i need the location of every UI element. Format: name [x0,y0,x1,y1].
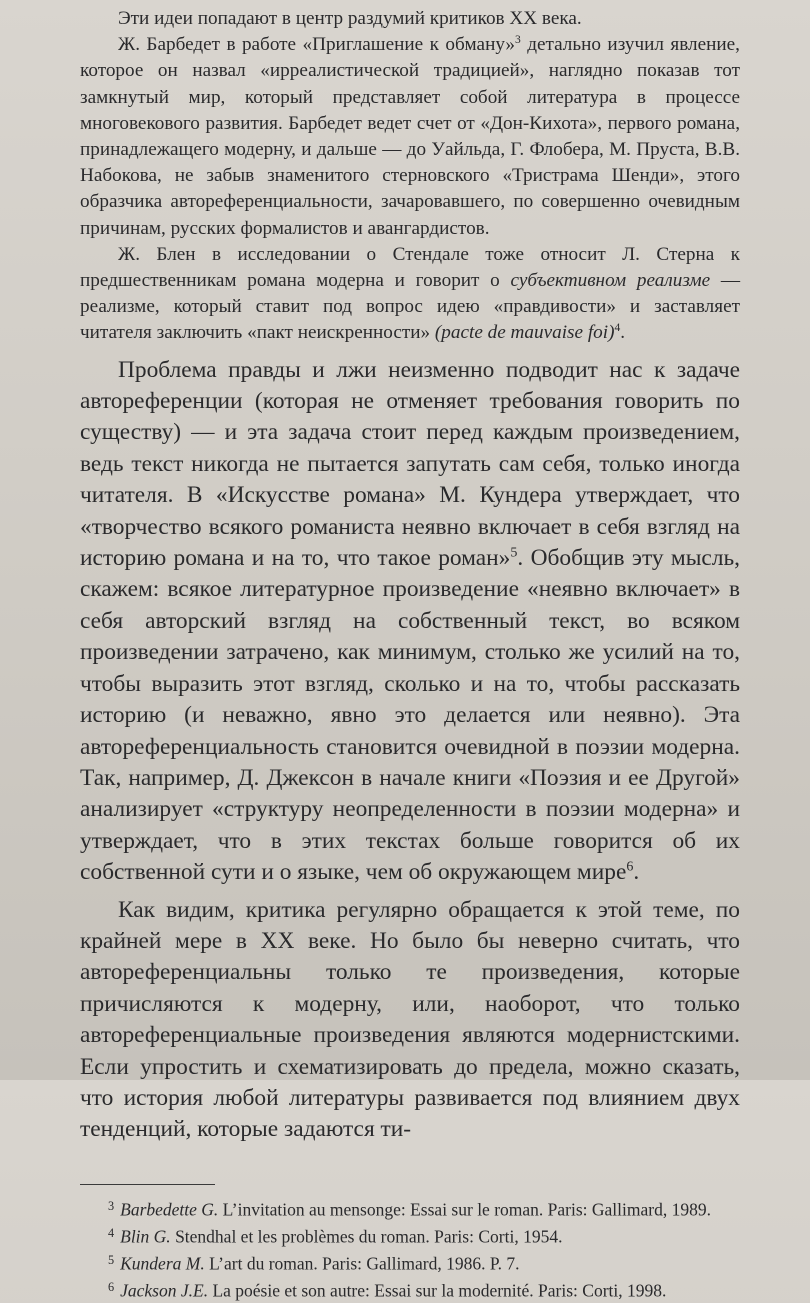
paragraph-text: Эти идеи попадают в центр раздумий критиков XX века. [118,8,582,29]
footnote-text: La poésie et son autre: Essai sur la modernité. Paris: Corti, 1998. [208,1280,667,1301]
footnote-number: 6 [108,1280,115,1295]
italic-term: субъективном реализме [510,270,711,292]
footnote-text: Stendhal et les problèmes du roman. Paris: Corti, 1954. [170,1226,563,1247]
footnote [80,1195,740,1222]
paragraph [80,242,740,347]
paragraph-text: . Обобщив эту мысль, скажем: всякое литературное произведение «неявно включает» в себя авторский взгляд на собственный текст, во всяком произведении затрачено, как минимум, столько же усилий на то, чтобы выразить этот взгляд, сколько и на то, чтобы рассказать историю (и неважно, явно это делается или неявно). Эта автореференциальность становится очевидной в поэзии модерна. Так, например, Д. Джексон в начале книги «Поэзия и ее Другой» анализирует «структуру неопределенности в поэзии модерна» и утверждает, что в этих текстах больше говорится об их собственной сути и о языке, чем об окружающем мире [80,545,741,886]
paragraph-text: Как видим, критика регулярно обращается к этой теме, по крайней мере в XX веке. Но было бы неверно считать, что автореференциальны только те произведения, которые причисляются к модерну, или, наоборот, что только автореференциальные произведения являются модернистскими. Если упростить и схематизировать до предела, можно сказать, что история любой литературы развивается под влиянием двух тенденций, которые задаются ти- [80,896,740,1143]
paragraph-text: Ж. Барбедет в работе «Приглашение к обману» [118,34,515,56]
paragraph-text: детально изучил явление, которое он назвал «ирреалистической традицией», наглядно показав тот замкнутый мир, который представляет собой литература в процессе многовекового развития. Барбедет ведет счет от «Дон-Кихота», первого романа, принадлежащего модерну, и дальше — до Уайльда, Г. Флобера, М. Пруста, В.В. Набокова, не забыв знаменитого стерновского «Тристрама Шенди», этого образчика автореференциальности, зачаровавшего, по совершенно очевидным причинам, русских формалистов и авангардистов. [80,34,740,239]
footnote [80,1222,740,1249]
paragraph-text: Проблема правды и лжи неизменно подводит нас к задаче автореференции (которая не отменяет требования говорить по существу) — и эта задача стоит перед каждым произведением, ведь текст никогда не пытается запутать сам себя, только иногда читателя. В «Искусстве романа» М. Кундера утверждает, что «творчество всякого романиста неявно включает в себя взгляд на историю романа и на то, что такое роман» [80,356,740,572]
footnote [80,1249,740,1276]
paragraph [80,6,740,32]
footnote-divider [80,1184,215,1185]
footnote-number: 4 [108,1225,115,1240]
small-print-section [80,6,740,347]
footnote-author: Kundera M. [120,1253,205,1274]
footnote-number: 5 [108,1252,115,1267]
paragraph [80,355,740,889]
footnote-ref: 5 [510,544,518,561]
paragraph [80,895,740,1146]
footnote-text: L’art du roman. Paris: Gallimard, 1986. P. 7. [204,1253,520,1274]
footnote-ref: 6 [626,858,634,875]
footnote-text: L’invitation au mensonge: Essai sur le roman. Paris: Gallimard, 1989. [218,1199,711,1220]
italic-term: (pacte de mauvaise foi) [434,322,615,344]
footnote-author: Jackson J.E. [120,1280,209,1301]
paragraph-text: . [620,322,626,344]
footnote-ref: 3 [515,34,521,47]
footnotes [80,1195,740,1303]
paragraph-text: . [633,859,640,886]
footnote-author: Barbedette G. [120,1199,219,1220]
footnote-number: 3 [108,1198,115,1213]
main-text-section [80,355,740,1146]
footnote-ref: 4 [614,322,621,335]
paragraph [80,32,740,242]
footnote-author: Blin G. [120,1226,171,1247]
paragraph-text: Ж. Блен в исследовании о Стендале тоже относит Л. Стерна к предшественникам романа модерна и говорит о [80,243,740,292]
paragraph-text: — реализме, который ставит под вопрос идею «правдивости» и заставляет читателя заключить «пакт неискренности» [80,270,741,344]
footnote [80,1276,740,1303]
